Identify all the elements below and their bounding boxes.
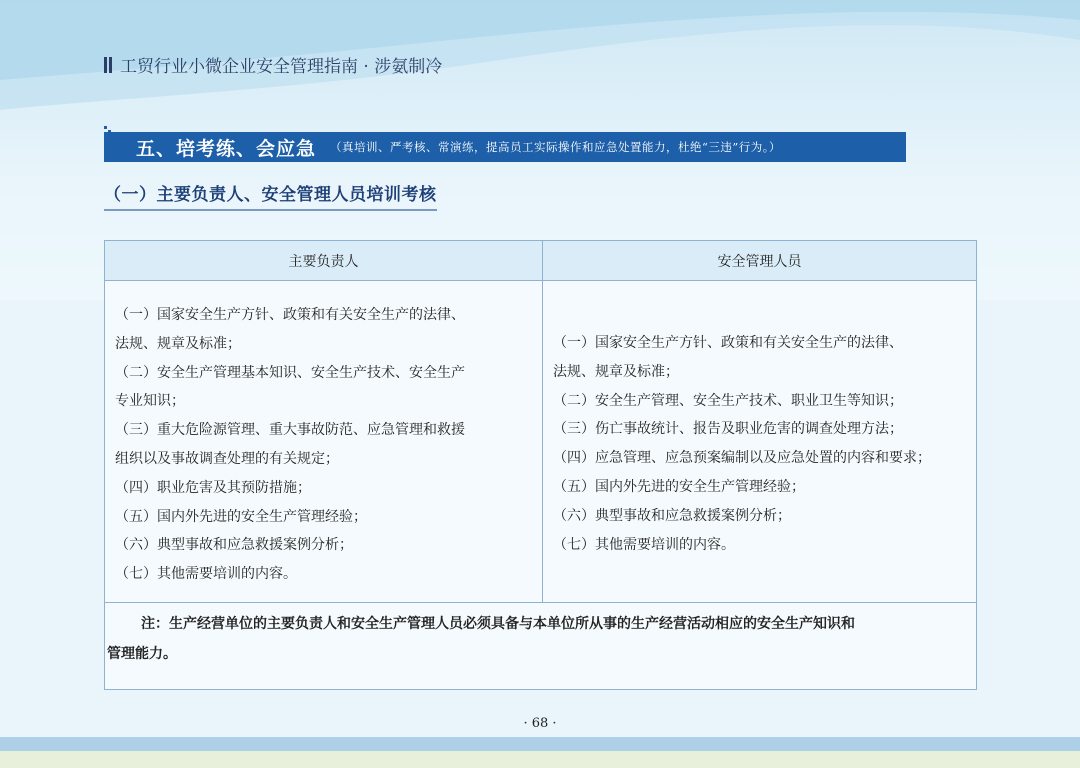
table-body-row <box>105 281 977 603</box>
principal-line: （二）安全生产管理基本知识、安全生产技术、安全生产 <box>115 364 465 381</box>
subsection-title: （一）主要负责人、安全管理人员培训考核 <box>104 180 437 211</box>
principal-line: 组织以及事故调查处理的有关规定； <box>115 450 339 467</box>
safety-staff-line: （七）其他需要培训的内容。 <box>553 536 735 553</box>
book-title <box>104 52 442 77</box>
header-safety-staff: 安全管理人员 <box>543 241 977 281</box>
section-title: 五、培考练、会应急 <box>136 137 317 160</box>
principal-line: （四）职业危害及其预防措施； <box>115 479 311 496</box>
safety-staff-cell <box>543 281 977 603</box>
note-line-2: 管理能力。 <box>107 646 177 662</box>
table-note-row <box>105 603 977 690</box>
safety-staff-line: （五）国内外先进的安全生产管理经验； <box>553 478 805 495</box>
note-cell <box>105 603 977 690</box>
principal-line: （六）典型事故和应急救援案例分析； <box>115 537 353 554</box>
principal-line: （三）重大危险源管理、重大事故防范、应急管理和救援 <box>115 422 465 439</box>
header-principal: 主要负责人 <box>105 241 543 281</box>
safety-staff-list <box>553 281 966 559</box>
safety-staff-line: （一）国家安全生产方针、政策和有关安全生产的法律、 <box>553 335 903 351</box>
principal-line: （七）其他需要培训的内容。 <box>115 566 297 583</box>
safety-staff-line: （四）应急管理、应急预案编制以及应急处置的内容和要求； <box>553 450 931 467</box>
training-table <box>104 240 977 690</box>
principal-line: 法规、规章及标准； <box>115 335 241 352</box>
footer-band-light <box>0 751 1080 768</box>
section-banner <box>104 132 906 162</box>
footer-band <box>0 737 1080 751</box>
principal-line: 专业知识； <box>115 393 185 410</box>
principal-line: （五）国内外先进的安全生产管理经验； <box>115 508 367 525</box>
safety-staff-line: 法规、规章及标准； <box>553 363 679 380</box>
book-title-text: 工贸行业小微企业安全管理指南 · 涉氨制冷 <box>120 57 443 77</box>
page-number: · 68 · <box>523 716 557 731</box>
principal-cell <box>105 281 543 603</box>
principal-list <box>115 281 532 589</box>
title-bar-mark-2 <box>109 57 112 73</box>
safety-staff-line: （六）典型事故和应急救援案例分析； <box>553 507 791 524</box>
note-line-1: 注：生产经营单位的主要负责人和安全生产管理人员必须具备与本单位所从事的生产经营活动相应的安全生产知识和 <box>141 616 855 632</box>
section-subtitle: （真培训、严考核、常演练，提高员工实际操作和应急处置能力，杜绝“三违”行为。） <box>330 140 782 154</box>
table-header-row <box>105 241 977 281</box>
principal-line: （一）国家安全生产方针、政策和有关安全生产的法律、 <box>115 307 465 323</box>
safety-staff-line: （二）安全生产管理、安全生产技术、职业卫生等知识； <box>553 392 903 409</box>
safety-staff-line: （三）伤亡事故统计、报告及职业危害的调查处理方法； <box>553 421 903 438</box>
title-bar-mark <box>104 57 107 73</box>
